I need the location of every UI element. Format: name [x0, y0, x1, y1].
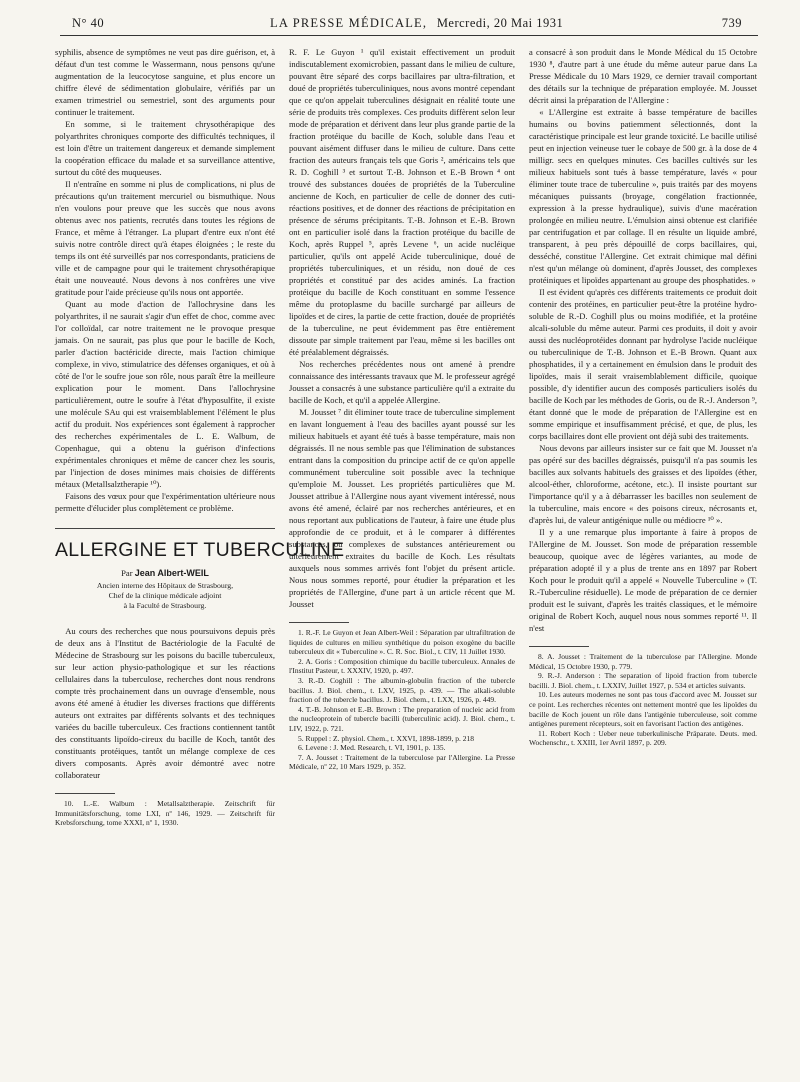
footnote: 2. A. Goris : Composition chimique du bacille tuberculeux. Annales de l'Institut Pasteur, t. XXXIV, 1920, p. 497. [289, 656, 515, 676]
paragraph: Au cours des recherches que nous poursuivons depuis près de deux ans à l'Institut de Bactériologie de la Faculté de Médecine de Strasbourg sur les poisons du bacille tuberculeux, sur leur action physio-pathologique et sur les réactions cellulaires dans la tuberculose, recherches dont nous rendrons compte très prochainement dans un ouvrage d'ensemble, nous avons été amené à étudier les diverses fractions que différents auteurs ont extraites par différents solvants et des techniques variées du bacille tuberculeux. Ces fractions contiennent tantôt des constituants lipoïdo-cireux du bacille de Koch, tantôt des constituants protéiques, tantôt un mélange complexe de ces divers composants. Après avoir démontré avec notre collaborateur [55, 626, 275, 780]
paragraph: syphilis, absence de symptômes ne veut pas dire guérison, et, à défaut d'un test comme le Wassermann, nous pensons qu'une augmentation de la leucocytose sanguine, et plus encore un chiffre élevé de sédimentation globulaire, vérifiés par un examen trimestriel ou semestriel, sont des arguments pour continuer le traitement. [55, 47, 275, 117]
issue-date: Mercredi, 20 Mai 1931 [436, 16, 564, 30]
footnote: 8. A. Jousset : Traitement de la tuberculose par l'Allergine. Monde Médical, 15 Octobre 1930, p. 779. [529, 652, 757, 671]
paragraph: Nos recherches précédentes nous ont amené à prendre connaissance des intéressants travaux que M. le professeur agrégé Jousset a consacrés à une substance particulière qu'il a extraite du bacille de Koch, et qu'il a appelée Allergine. [289, 359, 515, 405]
paragraph: Faisons des vœux pour que l'expérimentation ultérieure nous permette d'élucider plus complètement ce problème. [55, 491, 275, 513]
paragraph: Nous devons par ailleurs insister sur ce fait que M. Jousset n'a pas opéré sur des bacilles dégraissés, puisqu'il n'a pas soumis les bacilles aux solvants habituels des graisses et des lipoïdes (éther, alcool-éther, chloroforme, acétone, etc.). Il insiste pourtant sur l'importance qu'il y a à débarrasser les bacilles non seulement de la tuberculine, mais encore « des poisons cireux, nécrosants et, d'après lui, de valeur antigénique nulle ou médiocre ¹⁰ ». [529, 443, 757, 525]
paragraph: R. F. Le Guyon ¹ qu'il existait effectivement un produit indiscutablement exomicrobien, passant dans le milieu de culture, pouvant être séparé des corps bacillaires par ultra-filtration, et doué de propriétés tuberculiniques, nous avons montré cependant que ce qu'on appelait tuberculines désignait en réalité toute une série de produits très complexes. Ces produits diffèrent selon leur mode de préparation et dérivent dans leur plus grande partie de la fraction protéique du bacille de Koch, soluble dans l'eau et pouvant aisément diffuser dans le milieu de culture. Dans cette fraction des auteurs français tels que Goris ², américains tels que R. D. Coghill ³ et surtout T.-B. Johnson et E.-B Brown ⁴ ont trouvé des substances douées de propriétés de la Tuberculine ancienne de Koch, en particulier de celle de donner des cuti-réactions positives, et de donner des réactions de précipitation en présence de sérums précipitants. T.-B. Johnson et E.-B. Brown ont en particulier isolé dans la fraction protéique du bacille de Koch, après Ruppel ⁵, après Levene ⁶, un acide nucléique particulier, qu'ils ont appelé Acide tuberculinique, doué de propriétés tuberculiniques, et un résidu, non doué de ces propriétés et constitué par des acides aminés. La fraction protéique du bacille de Koch constituant en somme l'essence même du protoplasme du bacille surchargé par ailleurs de lipoïdes et de cires, la partie de cette fraction, douée de propriétés de la tuberculine, ne peut évidemment pas être entièrement dissoute par simple traitement par l'eau, même si les bacilles ont été préalablement dégraissés. [289, 47, 515, 357]
footnote: 6. Levene : J. Med. Research, t. VI, 1901, p. 135. [298, 743, 446, 753]
paragraph: Quant au mode d'action de l'allochrysine dans les polyarthrites, il ne saurait s'agir d'un effet de choc, comme avec l'or colloïdal, car notre traitement ne le provoque presque jamais. On ne saurait, pas plus que pour le bacille de Koch, parler d'action bactéricide directe, mais l'action chimique complexe, in vivo, stimulatrice des défenses organiques, et où à côté de l'or le soufre joue son rôle, nous paraît être la meilleure explication pour le moment. Dans l'allochrysine particulièrement, outre le soufre à l'état d'hyposulfite, il existe une molécule SAu qui est vraisemblablement l'élément le plus actif du produit. Nos expériences sont également à rapprocher des recherches expérimentales de L. E. Walbum, de Copenhague, qui a obtenu la guérison d'infections expérimentales chroniques et même de cancer chez les souris, par l'injection de doses minimes mais choisies de différents métaux (Metallsalztherapie ¹⁰). [55, 299, 275, 489]
footnote-rule [55, 793, 115, 794]
footnote: 1. R.-F. Le Guyon et Jean Albert-Weil : Séparation par ultrafiltration de liquides de cultures en milieu synthétique du poison exogène du bacille tuberculeux dit « Tuberculine ». C. R. Soc. Biol., t. CIV, 11 Juillet 1930. [289, 628, 515, 657]
paragraph: a consacré à son produit dans le Monde Médical du 15 Octobre 1930 ⁸, d'autre part à une étude du même auteur parue dans La Presse Médicale du 10 Mars 1929, ce dernier travail comportant des détails sur la technique de préparation employée. M. Jousset décrit ainsi la préparation de l'Allergine : [529, 47, 757, 105]
footnote: 11. Robert Koch : Ueber neue tuberkulinische Präparate. Deuts. med. Wochenschr., t. XXIII, 1er Avril 1897, p. 209. [529, 728, 757, 748]
footnote-rule [529, 646, 589, 647]
column-1 [55, 46, 345, 828]
issue-number: N° 40 [72, 16, 105, 30]
paragraph: « L'Allergine est extraite à basse température de bacilles humains ou bovins patiemment sélectionnés, dont la caractéristique principale est leur grande toxicité. Le bacille utilisé peut en injection veineuse tuer le cobaye de 500 gr. à la dose de 4 milligr. secs en quelques minutes. Ces bacilles cultivés sur les milieux habituels sont tués à basse température, lavés « pour éliminer toute trace de tuberculine », puis traités par des moyens mécaniques puissants (broyage, congélation fractionnée, expression à la presse hydraulique), suivis d'une macération prolongée en milieu neutre. L'émulsion ainsi obtenue est clarifiée par centrifugation et par collage. Il en résulte un liquide ambré, transparent, à peu près dépouillé de corps bacillaires, qui, desséché, constitue l'Allergine. Cet extrait chimique mal défini n'est qu'un mélange où dominent, d'après Jousset, des complexes protéiniques et lipoïdes appartenant au groupe des phosphatides. » [529, 107, 757, 285]
paragraph: Il y a une remarque plus importante à faire à propos de l'Allergine de M. Jousset. Son mode de préparation ressemble beaucoup, quoique avec de légères variantes, au mode de préparation adopté il y a plus de trente ans en 1897 par Robert Koch pour le produit qu'il a appelé « Nouvelle Tuberculine » (T. R.-Tuberculine résiduelle). Le mode de préparation de ce dernier produit est le suivant, d'après les traités classiques, et le mémoire original de Robert Koch, auquel nous nous sommes reporté ¹¹. Il n'est [529, 527, 757, 633]
article-title: ALLERGINE ET TUBERCULINE [55, 528, 275, 561]
paragraph: En somme, si le traitement chrysothérapique des polyarthrites chroniques comporte des difficultés techniques, il est loin d'être un traitement dangereux et demande simplement la coopération efficace du malade et sa surveillance attentive, surtout du côté des muqueuses. [55, 119, 275, 177]
footnote: 3. R.-D. Coghill : The albumin-globulin fraction of the tubercle bacillus. J. Biol. chem., t. LXV, 1925, p. 439. — The alkali-soluble fraction of the tubercle bacillus. J. Biol. chem., t. LXX, 1926, p. 449. [289, 675, 515, 705]
column-2 [289, 46, 515, 772]
column-3 [529, 46, 757, 748]
paragraph: Il est évident qu'après ces différents traitements ce produit doit contenir des protéines, en particulier peut-être la protéine hydro-soluble de R.-D. Coghill plus ou moins modifiée, et la protéine alcali-soluble du même auteur. Parmi ces produits, il doit y avoir aussi des nucléoprotéides donnant par hydrolyse l'acide nucléique ou tuberculinique de T.-B. Johnson et E.-B Brown. Quant aux phosphatides, il y a certainement en émulsion dans le produit des lipoïdes, mais il serait vraisemblablement difficile, quoique possible, d'y identifier aucun des composés particuliers isolés du bacille de Koch par les méthodes de Goris, ou de R.-J. Anderson ⁹, étant donné que le mode de préparation de l'Allergine est en somme empirique et insuffisamment précisé, et que, de plus, les corps bacillaires dont elle provient ont déjà subi des traitements. [529, 287, 757, 441]
footnote: 10. L.-E. Walbum : Metallsalztherapie. Zeitschrift für Immunitätsforschung, tome LXI, nº 146, 1929. — Zeitschrift für Krebsforschung, tome XXXI, nº 1, 1930. [55, 799, 275, 828]
page-header [60, 10, 758, 36]
paragraph: M. Jousset ⁷ dit éliminer toute trace de tuberculine simplement en lavant longuement à l'eau des bacilles ayant poussé sur les milieux habituels et ayant été tués à basse température, mais non dégraissés. Il ne nous semble pas que l'élimination de substances entrant dans la composition du principe actif de ce qu'on appelle communément tuberculine soit possible avec la technique qu'emploie M. Jousset. Les propriétés particulières que M. Jousset attribue à l'Allergine nous ayant vivement intéressé, nous avons été amené, éclairé par nos recherches antérieures, et en nous reportant aux publications de l'auteur, à faire une étude plus approfondie de ce produit, et à le comparer à différentes substances, ou complexes de substances antérieurement ou ultérieurement extraites du bacille de Koch. Les résultats auxquels nous sommes arrivés font l'objet du présent article. Nous nous sommes reporté, pour étudier la préparation et les propriétés de l'Allergine, d'une part à un article récent que M. Jousset [289, 407, 515, 609]
footnote: 9. R.-J. Anderson : The separation of lipoid fraction from tubercle bacilli. J. Biol. chem., t. LXXIV, Juillet 1927, p. 534 et articles suivants. [529, 671, 757, 690]
author-affiliation [55, 581, 275, 611]
header-rule [60, 35, 758, 36]
footnote-rule [289, 622, 349, 623]
footnote: 10. Les auteurs modernes ne sont pas tous d'accord avec M. Jousset sur ce point. Les recherches récentes ont nettement montré que les lipoïdes du bacille de Koch jouent un rôle dans l'antigénie tuberculeuse, soit comme antigènes purement récepteurs, soit en favorisant l'action des antigènes. [529, 690, 757, 729]
page-number: 739 [721, 16, 742, 30]
journal-title: LA PRESSE MÉDICALE, [270, 16, 428, 30]
affiliation-line: Chef de la clinique médicale adjoint [108, 591, 222, 600]
footnote: 5. Ruppel : Z. physiol. Chem., t. XXVI, 1898-1899, p. 218 [298, 733, 475, 743]
footnote: 7. A. Jousset : Traitement de la tuberculose par l'Allergine. La Presse Médicale, nº 22, 10 Mars 1929, p. 352. [289, 752, 515, 772]
byline-prefix: Par [121, 568, 133, 578]
byline [55, 567, 275, 579]
author-name: Jean Albert-WEIL [134, 568, 209, 578]
journal-line [270, 16, 563, 31]
article-lead [55, 625, 275, 781]
affiliation-line: à la Faculté de Strasbourg. [123, 601, 207, 610]
affiliation-line: Ancien interne des Hôpitaux de Strasbourg, [96, 581, 234, 590]
paragraph: Il n'entraîne en somme ni plus de complications, ni plus de précautions qu'un traitement mercuriel ou bismuthique. Nous n'en voulons pour preuve que les succès que nous avons obtenus avec nos patients, recrutés dans toutes les régions de France, et même à l'étranger. La plupart d'entre eux n'ont été suivis notre contrôle direct qu'à étapes éloignées ; le reste du temps ils ont été surveillés par nos correspondants, praticiens de ville et de campagne pour qui le traitement chrysothérapique était une nouveauté. Nous devons à nos confrères une vive gratitude pour l'aide précieuse qu'ils nous ont apportée. [55, 179, 275, 297]
footnote: 4. T.-B. Johnson et E.-B. Brown : The preparation of nucleic acid from the nucleoprotein of tubercle bacilli (tuberculinic acid). J. Biol. chem., t. LIV, 1922, p. 721. [289, 704, 515, 733]
